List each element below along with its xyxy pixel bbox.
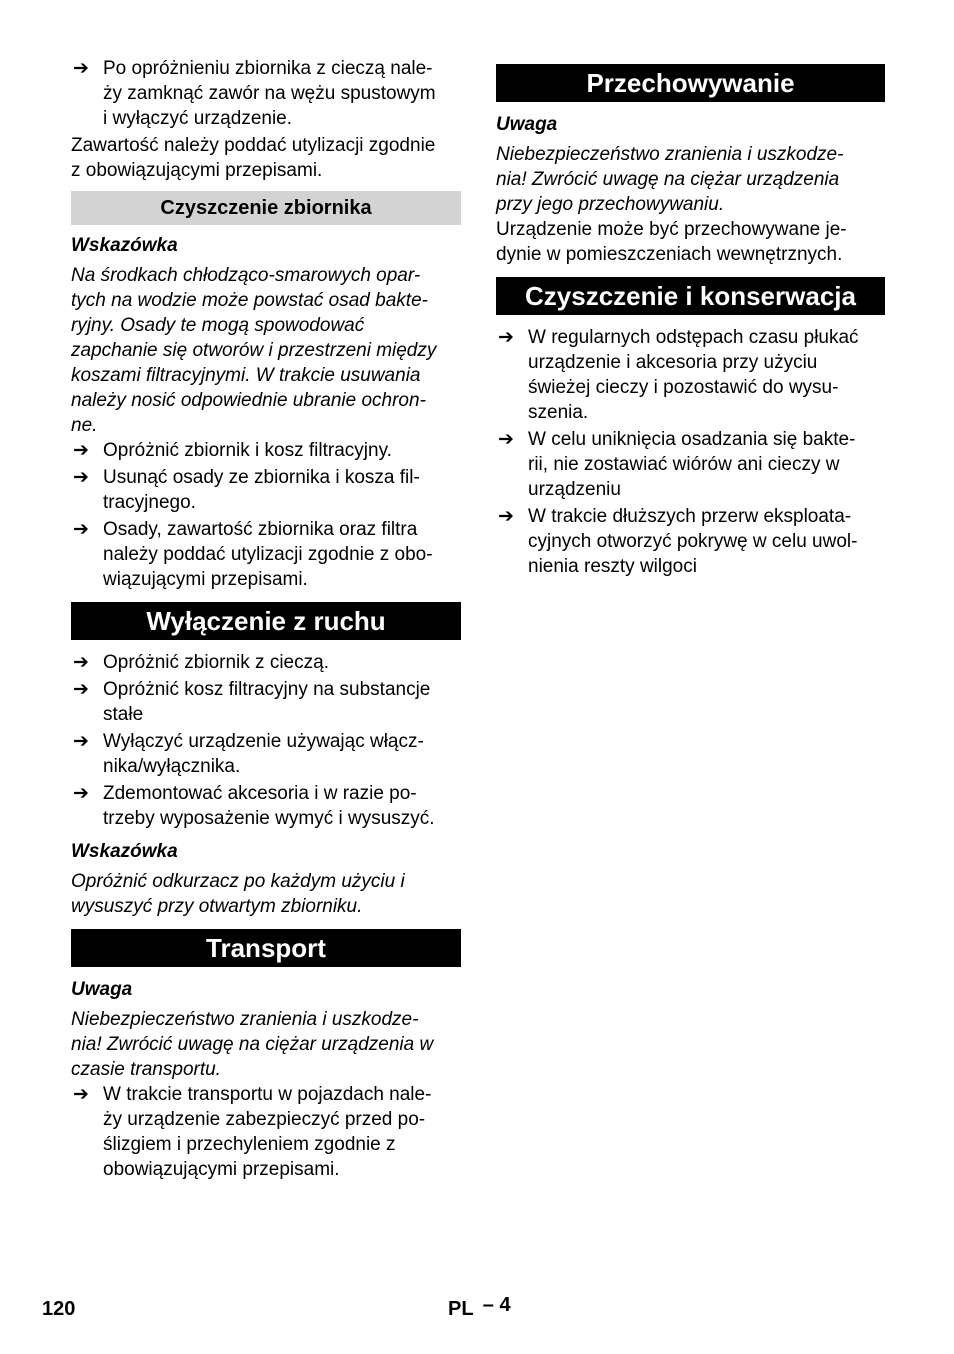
bullet-text: Zdemontować akcesoria i w razie po- trzeby wyposażenie wymyć i wysuszyć. [103, 783, 435, 829]
section-heading-storage: Przechowywanie [496, 64, 885, 102]
caution-title: Uwaga [71, 979, 133, 1000]
bullet-text: Opróżnić kosz filtracyjny na substancje stałe [103, 679, 431, 725]
note-text: Na środkach chłodząco-smarowych opar- tych na wodzie może powstać osad bakte- ryjny. Osady te mogą spowodować zapchanie się otworów i przestrzeni między koszami filtracyjnymi. W trakcie usuwania należy nosić odpowiednie ubranie ochron- ne. [71, 265, 437, 436]
left-column [71, 56, 461, 1184]
bullet-text: Opróżnić zbiornik z cieczą. [103, 652, 329, 673]
paragraph: Urządzenie może być przechowywane je- dynie w pomieszczeniach wewnętrznych. [496, 219, 847, 265]
caution-title: Uwaga [496, 114, 558, 135]
list-item [496, 504, 885, 579]
arrow-right-icon: ➔ [498, 506, 514, 527]
bullet-text: W trakcie transportu w pojazdach nale- ży urządzenie zabezpieczyć przed po- ślizgiem i przechyleniem zgodnie z obowiązującymi przepisami. [103, 1084, 432, 1180]
bullet-text: Usunąć osady ze zbiornika i kosza fil- tracyjnego. [103, 467, 420, 513]
bullet-text: Po opróżnieniu zbiornika z cieczą nale- ży zamknąć zawór na wężu spustowym i wyłączyć urządzenie. [103, 58, 436, 129]
arrow-right-icon: ➔ [498, 429, 514, 450]
list-item [71, 517, 461, 592]
list-item [71, 438, 461, 463]
arrow-right-icon: ➔ [73, 731, 89, 752]
page-language-label [448, 1294, 511, 1321]
list-item [71, 1082, 461, 1182]
decommission-list [71, 650, 461, 831]
list-item [71, 465, 461, 515]
section-heading-transport: Transport [71, 929, 461, 967]
note-title: Wskazówka [71, 841, 178, 862]
bullet-text: W trakcie dłuższych przerw eksploata- cyjnych otworzyć pokrywę w celu uwol- nienia reszty wilgoci [528, 506, 858, 577]
list-item [71, 56, 461, 131]
transport-list [71, 1082, 461, 1182]
paragraph: Zawartość należy poddać utylizacji zgodnie z obowiązującymi przepisami. [71, 135, 436, 181]
list-item [71, 677, 461, 727]
maintenance-list [496, 325, 885, 579]
arrow-right-icon: ➔ [73, 783, 89, 804]
page-number: 120 [42, 1298, 76, 1320]
arrow-right-icon: ➔ [73, 467, 89, 488]
arrow-right-icon: ➔ [73, 519, 89, 540]
right-column [496, 64, 885, 581]
arrow-right-icon: ➔ [73, 679, 89, 700]
bullet-text: Wyłączyć urządzenie używając włącz- nika/wyłącznika. [103, 731, 424, 777]
section-heading-cleaning-tank: Czyszczenie zbiornika [71, 191, 461, 225]
bullet-text: Opróżnić zbiornik i kosz filtracyjny. [103, 440, 392, 461]
bullet-text: Osady, zawartość zbiornika oraz filtra należy poddać utylizacji zgodnie z obo- wiązującymi przepisami. [103, 519, 433, 590]
note-text: Opróżnić odkurzacz po każdym użyciu i wysuszyć przy otwartym zbiorniku. [71, 871, 405, 917]
note-title: Wskazówka [71, 235, 178, 256]
sub-page-number: – 4 [482, 1294, 511, 1316]
arrow-right-icon: ➔ [73, 440, 89, 461]
list-item [71, 650, 461, 675]
section-heading-decommission: Wyłączenie z ruchu [71, 602, 461, 640]
section-heading-maintenance: Czyszczenie i konserwacja [496, 277, 885, 315]
caution-text: Niebezpieczeństwo zranienia i uszkodze- nia! Zwrócić uwagę na ciężar urządzenia w czasie transportu. [71, 1009, 434, 1080]
arrow-right-icon: ➔ [73, 652, 89, 673]
arrow-right-icon: ➔ [73, 1084, 89, 1105]
list-item [71, 729, 461, 779]
cleaning-list [71, 438, 461, 592]
bullet-text: W celu uniknięcia osadzania się bakte- rii, nie zostawiać wiórów ani cieczy w urządzeniu [528, 429, 856, 500]
list-item [496, 325, 885, 425]
arrow-right-icon: ➔ [498, 327, 514, 348]
list-item [71, 781, 461, 831]
caution-text: Niebezpieczeństwo zranienia i uszkodze- nia! Zwrócić uwagę na ciężar urządzenia przy jego przechowywaniu. [496, 144, 844, 215]
list-item [496, 427, 885, 502]
bullet-text: W regularnych odstępach czasu płukać urządzenie i akcesoria przy użyciu świeżej cieczy i pozostawić do wysu- szenia. [528, 327, 859, 423]
arrow-right-icon: ➔ [73, 58, 89, 79]
language-code: PL [448, 1298, 474, 1320]
